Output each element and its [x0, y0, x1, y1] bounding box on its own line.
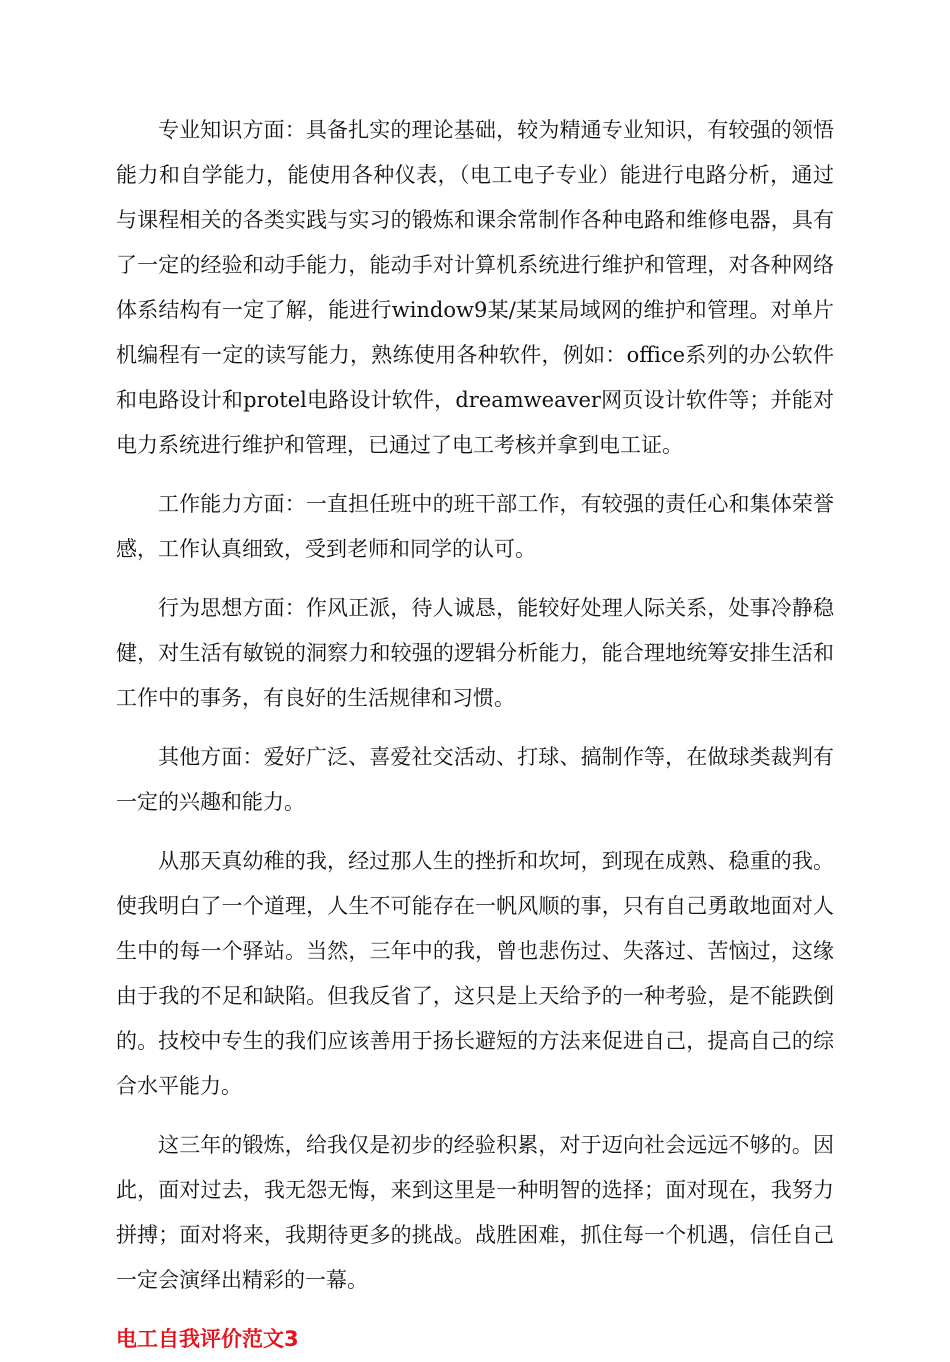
- paragraph-conduct-thinking: 行为思想方面：作风正派，待人诚恳，能较好处理人际关系，处事冷静稳健，对生活有敏锐的洞察力和较强的逻辑分析能力，能合理地统筹安排生活和工作中的事务，有良好的生活规律和习惯。: [116, 596, 834, 710]
- paragraph-other-aspects: 其他方面：爱好广泛、喜爱社交活动、打球、搞制作等，在做球类裁判有一定的兴趣和能力。: [116, 745, 834, 814]
- paragraph-three-years: 这三年的锻炼，给我仅是初步的经验积累，对于迈向社会远远不够的。因此，面对过去，我无怨无悔，来到这里是一种明智的选择；面对现在，我努力拼搏；面对将来，我期待更多的挑战。战胜困难，抓住每一个机遇，信任自己一定会演绎出精彩的一幕。: [116, 1133, 834, 1292]
- document-body: [116, 108, 834, 1362]
- paragraph-work-ability: 工作能力方面：一直担任班中的班干部工作，有较强的责任心和集体荣誉感，工作认真细致，受到老师和同学的认可。: [116, 492, 834, 561]
- paragraph-growth-reflection: 从那天真幼稚的我，经过那人生的挫折和坎坷，到现在成熟、稳重的我。使我明白了一个道理，人生不可能存在一帆风顺的事，只有自己勇敢地面对人生中的每一个驿站。当然，三年中的我，曾也悲伤过、失落过、苦恼过，这缘由于我的不足和缺陷。但我反省了，这只是上天给予的一种考验，是不能跌倒的。技校中专生的我们应该善用于扬长避短的方法来促进自己，提高自己的综合水平能力。: [116, 849, 834, 1098]
- paragraph-professional-knowledge: 专业知识方面：具备扎实的理论基础，较为精通专业知识，有较强的领悟能力和自学能力，能使用各种仪表，（电工电子专业）能进行电路分析，通过与课程相关的各类实践与实习的锻炼和课余常制作各种电路和维修电器，具有了一定的经验和动手能力，能动手对计算机系统进行维护和管理，对各种网络体系结构有一定了解，能进行window9某/某某局域网的维护和管理。对单片机编程有一定的读写能力，熟练使用各种软件，例如：office系列的办公软件和电路设计和protel电路设计软件，dreamweaver网页设计软件等；并能对电力系统进行维护和管理，已通过了电工考核并拿到电工证。: [116, 118, 834, 457]
- section-heading: 电工自我评价范文3: [116, 1327, 299, 1351]
